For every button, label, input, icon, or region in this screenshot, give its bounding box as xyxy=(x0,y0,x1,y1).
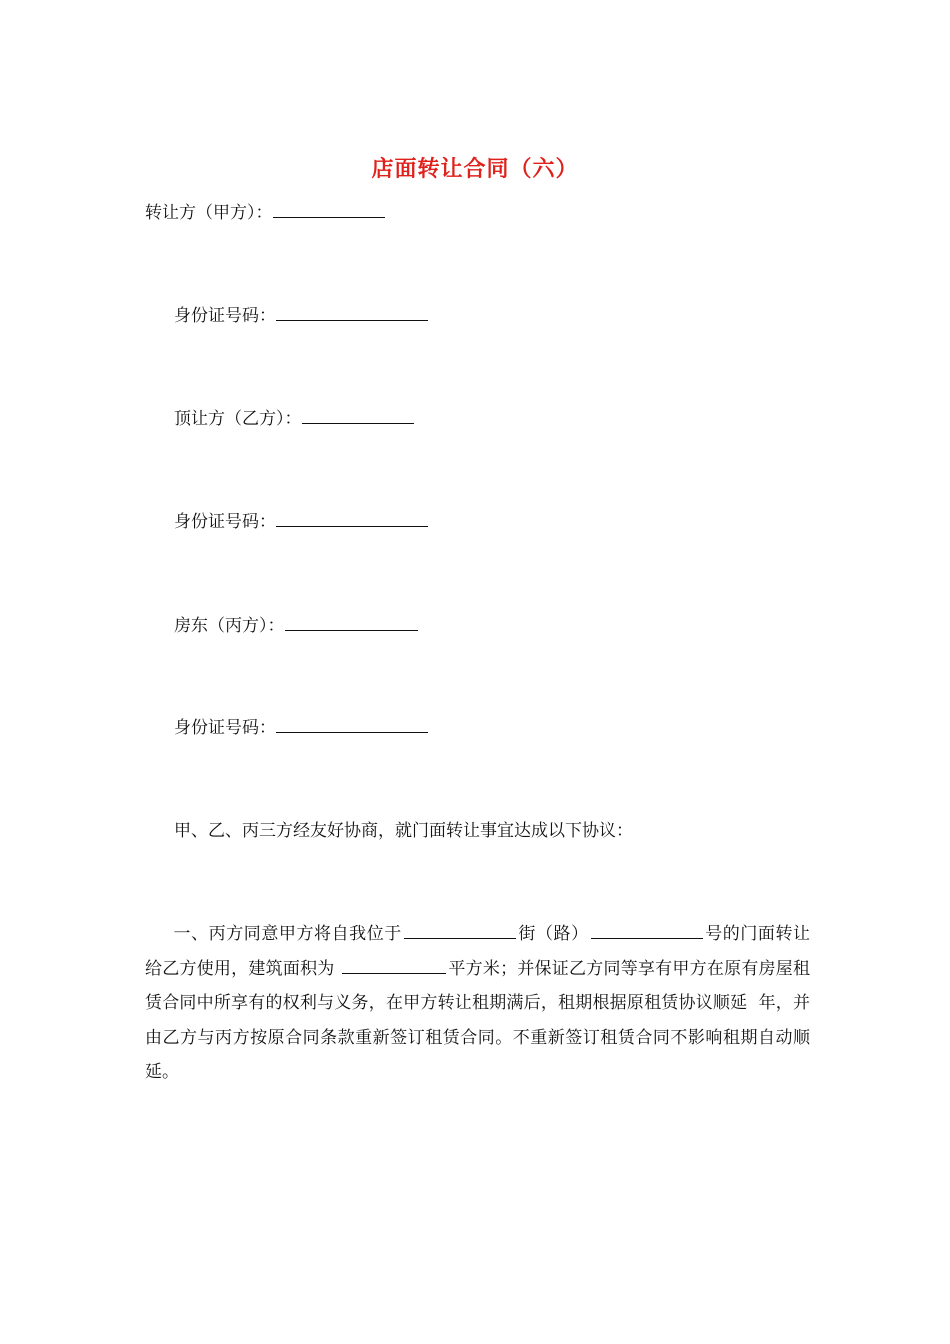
transferor-blank[interactable] xyxy=(273,201,385,218)
transferor-id-line xyxy=(174,304,428,327)
clause-1-part3: 号的门面转让给乙方使用，建筑面积为 xyxy=(145,924,811,979)
landlord-label: 房东（丙方）： xyxy=(174,616,285,636)
transferee-id-line xyxy=(174,510,428,533)
transferee-blank[interactable] xyxy=(302,407,414,424)
landlord-blank[interactable] xyxy=(285,614,418,631)
transferor-label: 转让方（甲方）： xyxy=(145,203,273,223)
transferor-id-label: 身份证号码： xyxy=(174,306,276,326)
intro-paragraph: 甲、乙、丙三方经友好协商，就门面转让事宜达成以下协议： xyxy=(174,821,633,841)
street-blank[interactable] xyxy=(404,924,516,939)
transferee-id-blank[interactable] xyxy=(276,510,428,527)
transferee-id-label: 身份证号码： xyxy=(174,512,276,532)
clause-1-part5: 年，并由乙方与丙方按原合同条款重新签订租赁合同。不重新签订租赁合同不影响租期自动顺延。 xyxy=(145,993,811,1082)
transferee-label: 顶让方（乙方）： xyxy=(174,409,302,429)
transferee-line xyxy=(174,407,414,430)
clause-1-part4: 平方米；并保证乙方同等享有甲方在原有房屋租赁合同中所享有的权利与义务，在甲方转让租期满后，租期根据原租赁协议顺延 xyxy=(145,958,811,1013)
document-title: 店面转让合同（六） xyxy=(371,156,579,182)
landlord-id-line xyxy=(174,716,428,739)
landlord-id-blank[interactable] xyxy=(276,716,428,733)
clause-1-part2: 街（路） xyxy=(517,924,589,944)
clause-1-part1: 一、丙方同意甲方将自我位于 xyxy=(173,924,402,944)
clause-1-paragraph xyxy=(145,917,810,1090)
transferor-line xyxy=(145,201,385,224)
transferor-id-blank[interactable] xyxy=(276,304,428,321)
area-blank[interactable] xyxy=(342,959,446,974)
number-blank[interactable] xyxy=(591,924,703,939)
landlord-id-label: 身份证号码： xyxy=(174,718,276,738)
landlord-line xyxy=(174,614,418,637)
